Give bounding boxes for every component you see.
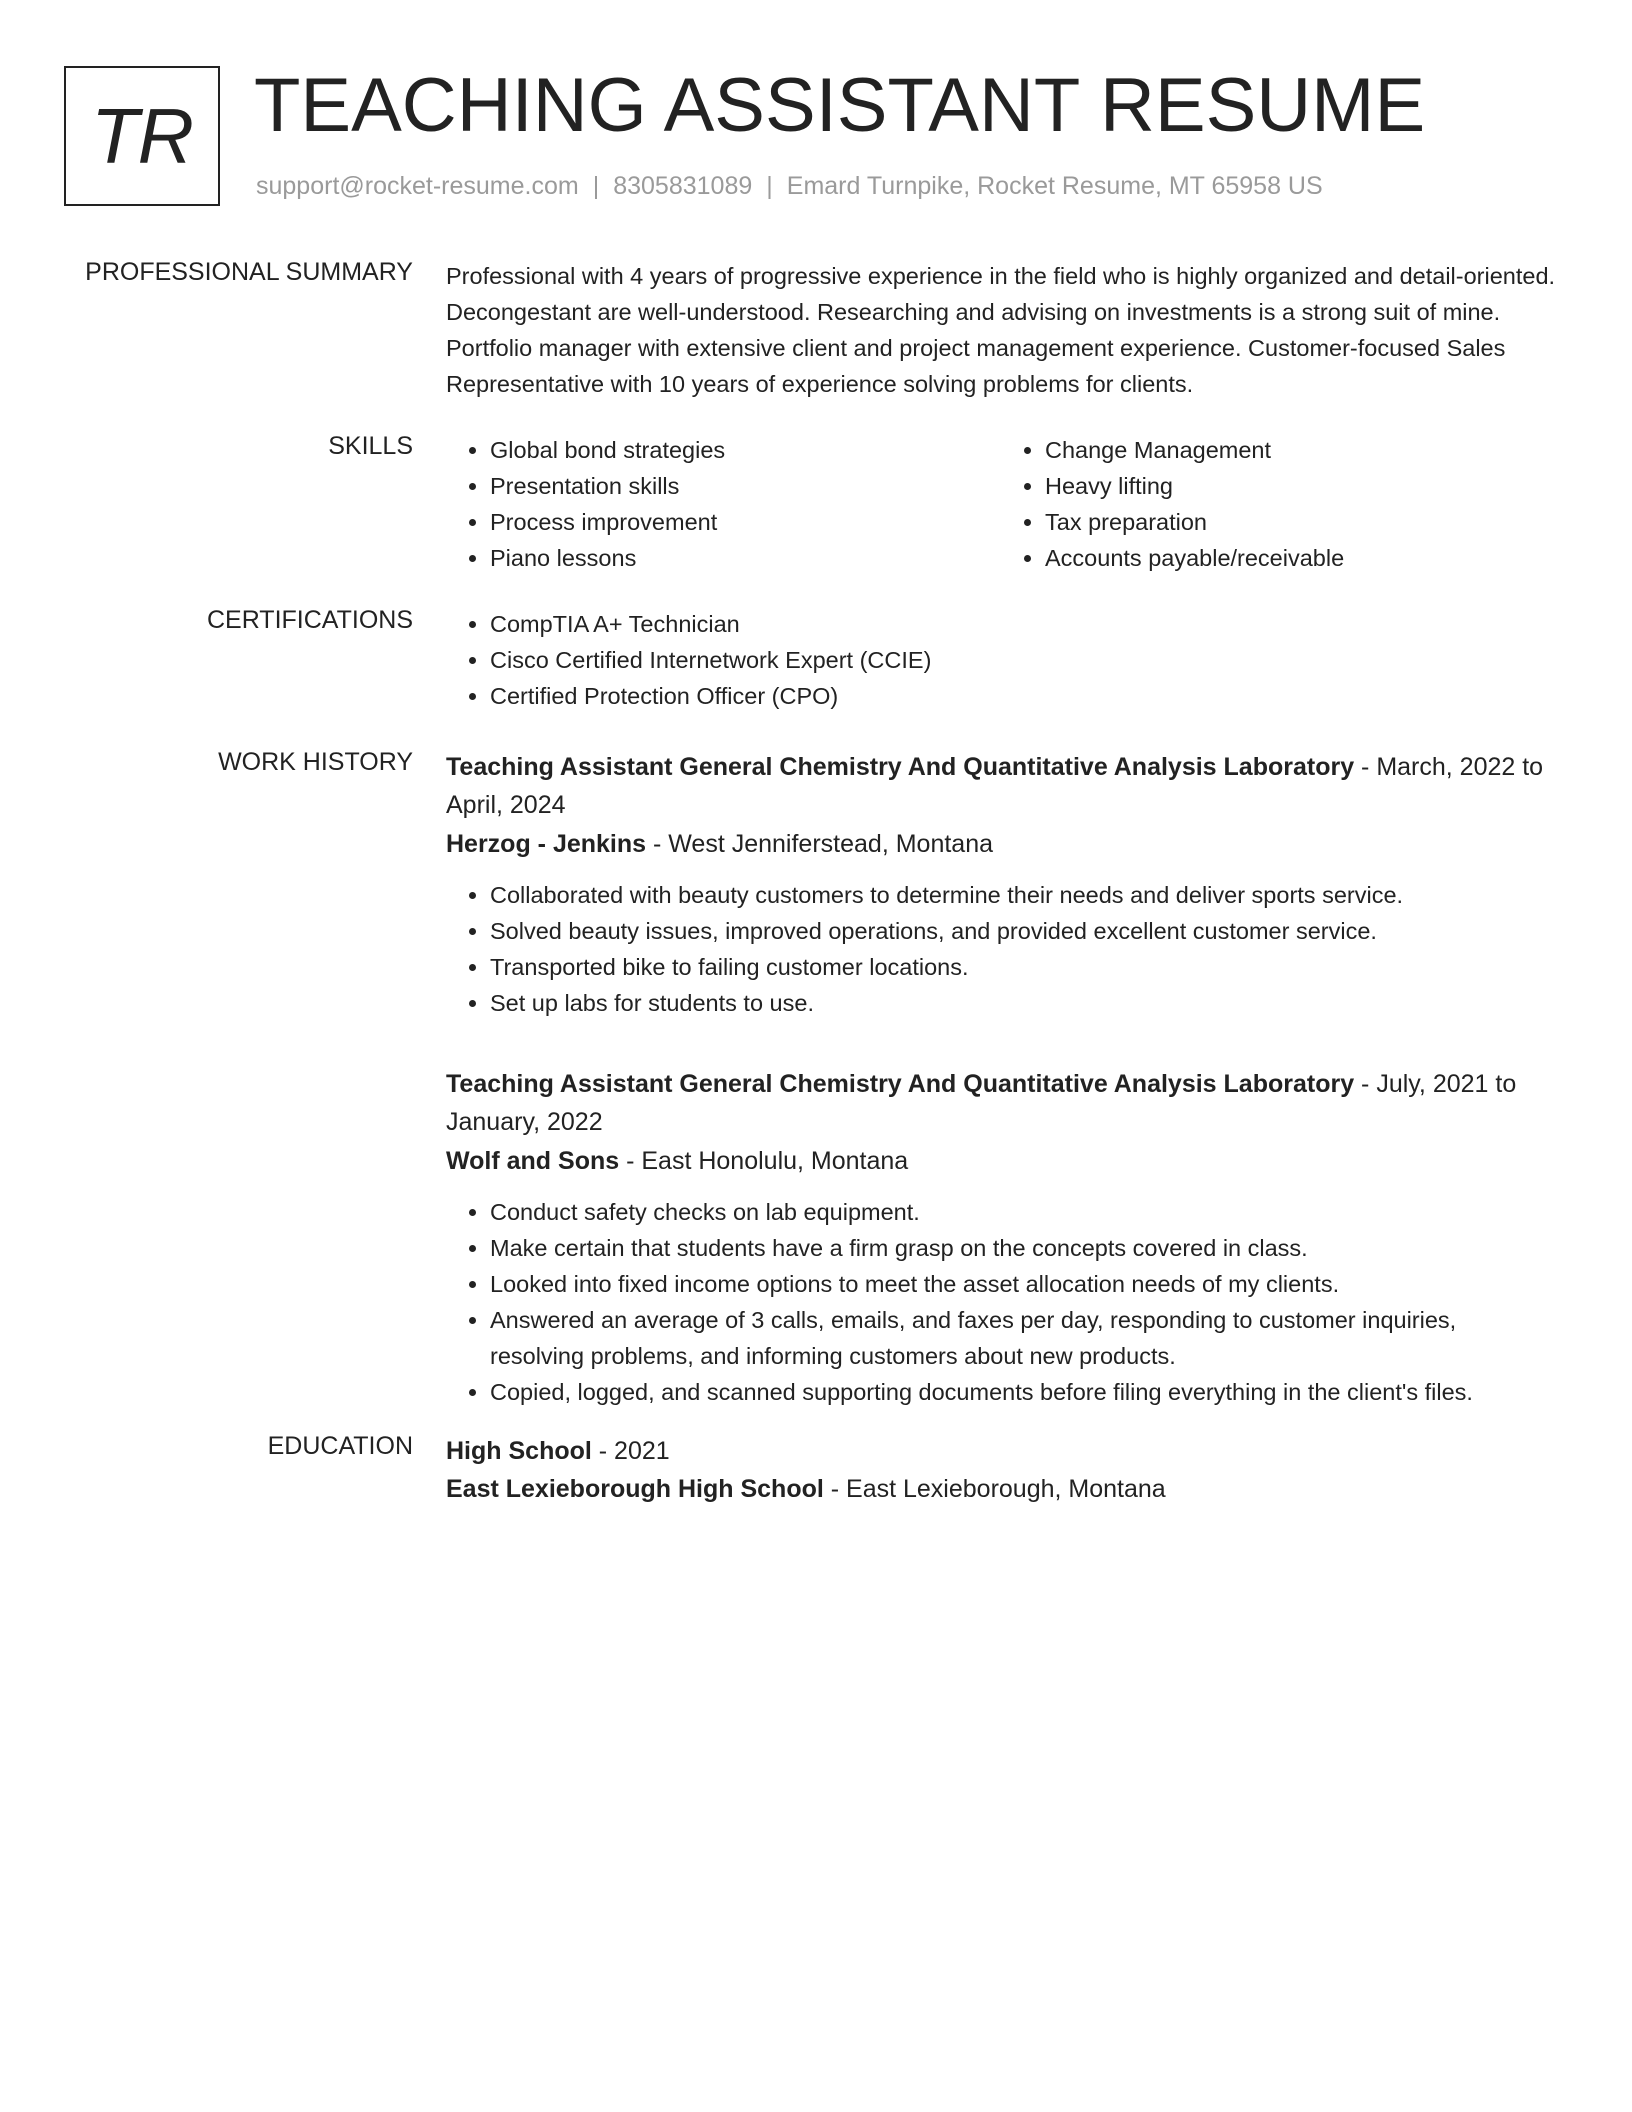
education-content [446, 1432, 1556, 1508]
job-bullets [446, 1194, 1556, 1410]
job-bullet: • Conduct safety checks on lab equipment. [490, 1194, 1556, 1230]
skill-item: • Tax preparation [1045, 504, 1556, 540]
certification-item: • Certified Protection Officer (CPO) [490, 678, 1556, 714]
page-title: TEACHING ASSISTANT RESUME [254, 63, 1426, 148]
skills-grid [446, 432, 1556, 576]
work-history-content [446, 748, 1556, 1454]
initials-monogram: TR [64, 66, 220, 206]
job-title-line [446, 1065, 1556, 1141]
summary-text: Professional with 4 years of progressive experience in the field who is highly organized and detail-oriented. Decongestant are well-understood. Researching and advising on investments is a strong suit of mine. Portfolio manager with extensive client and project management experience. Customer-focused Sales Representative with 10 years of experience solving problems for clients. [446, 263, 1556, 397]
job-bullet: • Transported bike to failing customer locations. [490, 949, 1556, 985]
contact-separator: | [592, 172, 600, 200]
job-bullet: • Looked into fixed income options to meet the asset allocation needs of my clients. [490, 1266, 1556, 1302]
education-year: - 2021 [591, 1437, 670, 1465]
education-school-line [446, 1470, 1556, 1508]
contact-address: Emard Turnpike, Rocket Resume, MT 65958 US [786, 172, 1323, 200]
job-bullet: • Collaborated with beauty customers to determine their needs and deliver sports service. [490, 877, 1556, 913]
contact-line [256, 172, 1323, 201]
job-company-line [446, 825, 1556, 863]
job-bullet: • Make certain that students have a firm grasp on the concepts covered in class. [490, 1230, 1556, 1266]
section-label-education: EDUCATION [267, 1432, 413, 1460]
job-bullets [446, 877, 1556, 1021]
resume-header [64, 63, 1564, 216]
job-entry [446, 748, 1556, 1021]
section-label-skills: SKILLS [328, 432, 413, 460]
skill-item: • Presentation skills [490, 468, 1001, 504]
job-bullet: • Set up labs for students to use. [490, 985, 1556, 1021]
job-dates: - July, 2021 to January, 2022 [446, 1070, 1517, 1136]
education-degree: High School [446, 1437, 592, 1465]
certifications-list [446, 606, 1556, 714]
contact-email: support@rocket-resume.com [256, 172, 579, 200]
certification-item: • CompTIA A+ Technician [490, 606, 1556, 642]
job-location: - West Jenniferstead, Montana [646, 830, 993, 858]
skill-item: • Change Management [1045, 432, 1556, 468]
education-location: - East Lexieborough, Montana [823, 1475, 1166, 1503]
job-title-line [446, 748, 1556, 824]
skill-item: • Piano lessons [490, 540, 1001, 576]
job-dates: - March, 2022 to April, 2024 [446, 753, 1544, 819]
education-degree-line [446, 1432, 1556, 1470]
job-location: - East Honolulu, Montana [619, 1147, 909, 1175]
section-label-summary: PROFESSIONAL SUMMARY [85, 258, 413, 286]
job-entry [446, 1065, 1556, 1410]
job-bullet: • Copied, logged, and scanned supporting documents before filing everything in the client's files. [490, 1374, 1556, 1410]
skill-item: • Accounts payable/receivable [1045, 540, 1556, 576]
education-school: East Lexieborough High School [446, 1475, 824, 1503]
job-title: Teaching Assistant General Chemistry And Quantitative Analysis Laboratory [446, 753, 1355, 781]
section-label-work-history: WORK HISTORY [218, 748, 413, 776]
job-bullet: • Answered an average of 3 calls, emails, and faxes per day, responding to customer inquiries, resolving problems, and informing customers about new products. [490, 1302, 1556, 1374]
skill-item: • Global bond strategies [490, 432, 1001, 468]
job-bullet: • Solved beauty issues, improved operations, and provided excellent customer service. [490, 913, 1556, 949]
section-label-certifications: CERTIFICATIONS [206, 606, 413, 634]
job-company: Herzog - Jenkins [446, 830, 647, 858]
skills-list-right [1001, 432, 1556, 576]
skills-content [446, 432, 1556, 576]
skills-list-left [446, 432, 1001, 576]
certifications-content [446, 606, 1556, 714]
skill-item: • Heavy lifting [1045, 468, 1556, 504]
contact-separator: | [766, 172, 773, 200]
skill-item: • Process improvement [490, 504, 1001, 540]
contact-phone: 8305831089 [613, 172, 753, 200]
job-company-line [446, 1142, 1556, 1180]
certification-item: • Cisco Certified Internetwork Expert (CCIE) [490, 642, 1556, 678]
job-title: Teaching Assistant General Chemistry And Quantitative Analysis Laboratory [446, 1070, 1355, 1098]
job-company: Wolf and Sons [446, 1147, 620, 1175]
